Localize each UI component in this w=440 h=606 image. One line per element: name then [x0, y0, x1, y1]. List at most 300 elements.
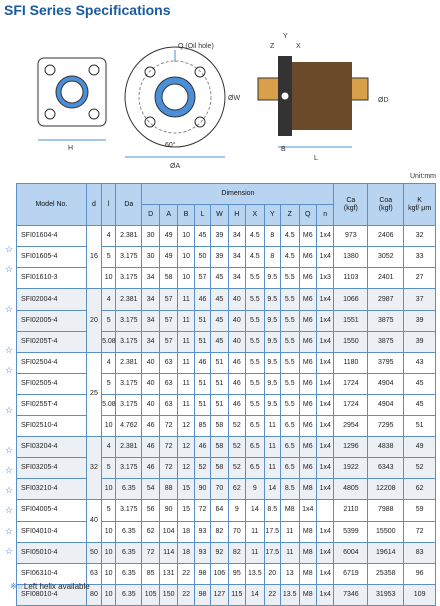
cell-k: 32 — [404, 226, 436, 247]
cell-k: 83 — [404, 542, 436, 563]
cell-coa: 3875 — [368, 331, 404, 352]
table-row — [17, 289, 436, 310]
cell-dim-y: 9.5 — [264, 394, 280, 415]
cell-ca: 6719 — [334, 563, 368, 584]
cell-dim-l: 51 — [194, 394, 210, 415]
header-coa: Coa (kgf) — [368, 184, 404, 226]
cell-dim-b: 11 — [178, 394, 194, 415]
cell-d: 25 — [86, 352, 101, 436]
cell-dim-z: 8.5 — [280, 479, 299, 500]
left-helix-star-icon: ☆ — [5, 404, 14, 415]
header-dim-y: Y — [264, 205, 280, 226]
cell-dim-x: 5.5 — [246, 331, 265, 352]
cell-k: 33 — [404, 247, 436, 268]
table-row — [17, 394, 436, 415]
cell-dim-n: 1x4 — [316, 373, 334, 394]
cell-dim-q: M6 — [299, 226, 316, 247]
cell-coa: 2987 — [368, 289, 404, 310]
cell-dim-z: 5.5 — [280, 373, 299, 394]
cell-dim-y: 17.5 — [264, 521, 280, 542]
cell-dim-w: 39 — [211, 226, 228, 247]
cell-dim-a: 57 — [159, 310, 178, 331]
cell-dim-h: 62 — [228, 479, 245, 500]
cell-ca: 5399 — [334, 521, 368, 542]
cell-dim-b: 12 — [178, 416, 194, 437]
cell-dim-b: 11 — [178, 289, 194, 310]
cell-dim-d: 30 — [142, 247, 159, 268]
cell-dim-h: 40 — [228, 331, 245, 352]
cell-l: 4 — [102, 226, 116, 247]
cell-dim-h: 40 — [228, 310, 245, 331]
cell-k: 49 — [404, 437, 436, 458]
header-row-1 — [17, 184, 436, 205]
cell-dim-l: 93 — [194, 542, 210, 563]
cell-dim-q: M8 — [299, 563, 316, 584]
cell-dim-x: 5.5 — [246, 289, 265, 310]
cell-ca: 1066 — [334, 289, 368, 310]
cell-k: 52 — [404, 458, 436, 479]
cell-dim-h: 46 — [228, 394, 245, 415]
cell-dim-x: 4.5 — [246, 226, 265, 247]
cell-dim-a: 58 — [159, 268, 178, 289]
header-ca: Ca (kgf) — [334, 184, 368, 226]
cell-dim-q: 1x4 — [299, 500, 316, 521]
cell-dim-h: 46 — [228, 352, 245, 373]
cell-dim-y: 9.5 — [264, 310, 280, 331]
cell-model: SFI0255T-4 — [17, 394, 87, 415]
cell-model: SFI04010-4 — [17, 521, 87, 542]
cell-dim-w: 92 — [211, 542, 228, 563]
cell-dim-z: 6.5 — [280, 437, 299, 458]
cell-dim-l: 85 — [194, 416, 210, 437]
cell-model: SFI01605-4 — [17, 247, 87, 268]
cell-model: SFI0205T-4 — [17, 331, 87, 352]
cell-dim-n: 1x4 — [316, 437, 334, 458]
footnote-symbols: ※☆ — [10, 582, 24, 591]
cell-dim-b: 11 — [178, 331, 194, 352]
cell-dim-x: 9 — [246, 479, 265, 500]
cell-dim-n: 1x4 — [316, 394, 334, 415]
cell-dim-b: 18 — [178, 521, 194, 542]
cell-dim-h: 52 — [228, 437, 245, 458]
cell-d: 16 — [86, 226, 101, 289]
cell-da: 2.381 — [116, 352, 142, 373]
cell-coa: 12208 — [368, 479, 404, 500]
cell-dim-y: 9.5 — [264, 373, 280, 394]
cell-dim-z: 13.5 — [280, 584, 299, 605]
cell-dim-a: 63 — [159, 352, 178, 373]
cell-k: 27 — [404, 268, 436, 289]
cell-dim-d: 30 — [142, 226, 159, 247]
cell-ca: 1724 — [334, 394, 368, 415]
cell-dim-q: M6 — [299, 416, 316, 437]
header-k: K kgf/ μm — [404, 184, 436, 226]
cell-k: 51 — [404, 416, 436, 437]
cell-dim-d: 46 — [142, 416, 159, 437]
table-row — [17, 500, 436, 521]
left-helix-star-icon: ☆ — [5, 304, 14, 315]
cell-l: 10 — [102, 479, 116, 500]
svg-text:L: L — [314, 155, 318, 162]
cell-dim-d: 54 — [142, 479, 159, 500]
cell-dim-n: 1x4 — [316, 563, 334, 584]
header-d: d — [86, 184, 101, 226]
cell-dim-a: 49 — [159, 226, 178, 247]
cell-da: 6.35 — [116, 479, 142, 500]
cell-d: 32 — [86, 437, 101, 500]
table-row — [17, 542, 436, 563]
header-dim-n: n — [316, 205, 334, 226]
cell-d: 80 — [86, 584, 101, 605]
cell-dim-l: 98 — [194, 584, 210, 605]
cell-l: 5 — [102, 310, 116, 331]
cell-dim-d: 40 — [142, 394, 159, 415]
cell-dim-a: 88 — [159, 479, 178, 500]
cell-dim-z: 4.5 — [280, 247, 299, 268]
left-helix-star-icon: ☆ — [5, 364, 14, 375]
cell-dim-w: 58 — [211, 437, 228, 458]
cell-model: SFI02510-4 — [17, 416, 87, 437]
cell-dim-l: 51 — [194, 331, 210, 352]
cell-coa: 3052 — [368, 247, 404, 268]
cell-k: 37 — [404, 289, 436, 310]
cell-model: SFI08010-4 — [17, 584, 87, 605]
cell-dim-z: 11 — [280, 542, 299, 563]
cell-l: 5 — [102, 458, 116, 479]
left-helix-star-icon: ☆ — [5, 465, 14, 476]
cell-d: 50 — [86, 542, 101, 563]
cell-dim-l: 46 — [194, 437, 210, 458]
cell-ca: 1551 — [334, 310, 368, 331]
header-dim-b: B — [178, 205, 194, 226]
cell-dim-h: 52 — [228, 416, 245, 437]
cell-dim-x: 11 — [246, 542, 265, 563]
cell-k: 39 — [404, 310, 436, 331]
cell-dim-h: 70 — [228, 521, 245, 542]
cell-dim-q: M6 — [299, 437, 316, 458]
cell-model: SFI05010-4 — [17, 542, 87, 563]
cell-coa: 2401 — [368, 268, 404, 289]
cell-dim-d: 40 — [142, 352, 159, 373]
cell-dim-y: 11 — [264, 416, 280, 437]
cell-dim-q: M6 — [299, 352, 316, 373]
cell-ca: 1922 — [334, 458, 368, 479]
svg-text:Y: Y — [283, 33, 288, 40]
cell-dim-n: 1x3 — [316, 268, 334, 289]
cell-dim-y: 8.5 — [264, 500, 280, 521]
cell-da: 6.35 — [116, 521, 142, 542]
cell-dim-z: 4.5 — [280, 226, 299, 247]
header-dim-l: L — [194, 205, 210, 226]
cell-dim-n: 1x4 — [316, 352, 334, 373]
cell-k: 96 — [404, 563, 436, 584]
cell-k: 45 — [404, 373, 436, 394]
cell-ca: 1103 — [334, 268, 368, 289]
cell-model: SFI06310-4 — [17, 563, 87, 584]
cell-dim-x: 5.5 — [246, 268, 265, 289]
cell-da: 2.381 — [116, 226, 142, 247]
cell-dim-a: 57 — [159, 331, 178, 352]
cell-dim-a: 49 — [159, 247, 178, 268]
page-title: SFI Series Specifications — [4, 2, 171, 18]
cell-dim-y: 11 — [264, 458, 280, 479]
cell-dim-y: 8 — [264, 247, 280, 268]
cell-da: 6.35 — [116, 563, 142, 584]
svg-text:B: B — [281, 146, 286, 153]
cell-k: 43 — [404, 352, 436, 373]
cell-dim-z: 5.5 — [280, 394, 299, 415]
cell-dim-h: 34 — [228, 268, 245, 289]
cell-dim-w: 58 — [211, 416, 228, 437]
table-row — [17, 373, 436, 394]
cell-dim-b: 15 — [178, 500, 194, 521]
cell-coa: 6343 — [368, 458, 404, 479]
cell-dim-d: 46 — [142, 458, 159, 479]
svg-text:Z: Z — [270, 43, 275, 50]
table-row — [17, 479, 436, 500]
cell-ca: 2110 — [334, 500, 368, 521]
cell-da: 3.175 — [116, 458, 142, 479]
svg-text:X: X — [296, 43, 301, 50]
cell-dim-y: 9.5 — [264, 331, 280, 352]
cell-dim-d: 40 — [142, 373, 159, 394]
cell-dim-h: 9 — [228, 500, 245, 521]
header-model: Model No. — [17, 184, 87, 226]
left-helix-star-icon: ☆ — [5, 344, 14, 355]
table-row — [17, 458, 436, 479]
cell-da: 6.35 — [116, 542, 142, 563]
cell-dim-h: 34 — [228, 226, 245, 247]
cell-d: 40 — [86, 500, 101, 542]
cell-dim-b: 11 — [178, 373, 194, 394]
cell-dim-d: 34 — [142, 289, 159, 310]
cell-dim-w: 51 — [211, 373, 228, 394]
svg-text:60°: 60° — [165, 142, 176, 149]
cell-l: 10 — [102, 521, 116, 542]
cell-dim-y: 8 — [264, 226, 280, 247]
cell-dim-a: 63 — [159, 373, 178, 394]
unit-label: Unit:mm — [409, 173, 436, 180]
cell-dim-a: 63 — [159, 394, 178, 415]
cell-da: 2.381 — [116, 289, 142, 310]
left-helix-star-icon: ☆ — [5, 445, 14, 456]
cell-dim-a: 57 — [159, 289, 178, 310]
cell-dim-z: 5.5 — [280, 331, 299, 352]
cell-dim-y: 14 — [264, 479, 280, 500]
cell-dim-n: 1x4 — [316, 247, 334, 268]
cell-dim-x: 11 — [246, 521, 265, 542]
cell-dim-w: 39 — [211, 247, 228, 268]
cell-dim-x: 5.5 — [246, 352, 265, 373]
cell-dim-x: 5.5 — [246, 394, 265, 415]
cell-da: 3.175 — [116, 310, 142, 331]
cell-dim-l: 51 — [194, 373, 210, 394]
cell-l: 5 — [102, 247, 116, 268]
cell-dim-l: 72 — [194, 500, 210, 521]
cell-coa: 4838 — [368, 437, 404, 458]
cell-dim-z: 5.5 — [280, 289, 299, 310]
cell-dim-n: 1x4 — [316, 584, 334, 605]
cell-dim-n: 1x4 — [316, 479, 334, 500]
cell-dim-w: 45 — [211, 289, 228, 310]
cell-ca: 973 — [334, 226, 368, 247]
cell-dim-n: 1x4 — [316, 310, 334, 331]
header-l: l — [102, 184, 116, 226]
square-flange-drawing — [38, 58, 106, 152]
specifications-table — [16, 183, 436, 606]
cell-dim-a: 104 — [159, 521, 178, 542]
cell-model: SFI03205-4 — [17, 458, 87, 479]
table-row — [17, 310, 436, 331]
header-dim-a: A — [159, 205, 178, 226]
cell-model: SFI03210-4 — [17, 479, 87, 500]
cell-dim-n: 1x4 — [316, 521, 334, 542]
svg-text:ØA: ØA — [170, 163, 181, 170]
table-row — [17, 521, 436, 542]
header-dim-w: W — [211, 205, 228, 226]
cell-dim-q: M8 — [299, 584, 316, 605]
cell-dim-n: 1x4 — [316, 289, 334, 310]
cell-dim-w: 45 — [211, 310, 228, 331]
cell-dim-l: 57 — [194, 268, 210, 289]
cell-dim-x: 6.5 — [246, 437, 265, 458]
cell-coa: 4904 — [368, 394, 404, 415]
cell-ca: 1296 — [334, 437, 368, 458]
cell-dim-l: 52 — [194, 458, 210, 479]
header-dim-z: Z — [280, 205, 299, 226]
cell-dim-y: 9.5 — [264, 352, 280, 373]
cell-dim-w: 51 — [211, 394, 228, 415]
cell-l: 5 — [102, 500, 116, 521]
cell-dim-w: 127 — [211, 584, 228, 605]
cell-dim-d: 34 — [142, 331, 159, 352]
cell-dim-w: 64 — [211, 500, 228, 521]
cell-dim-a: 72 — [159, 437, 178, 458]
cell-dim-h: 52 — [228, 458, 245, 479]
cell-dim-q: M8 — [299, 521, 316, 542]
table-row — [17, 226, 436, 247]
header-da: Da — [116, 184, 142, 226]
left-helix-star-icon: ☆ — [5, 244, 14, 255]
cell-dim-a: 72 — [159, 458, 178, 479]
cell-da: 3.175 — [116, 373, 142, 394]
cell-coa: 19614 — [368, 542, 404, 563]
cell-dim-z: 5.5 — [280, 310, 299, 331]
cell-k: 62 — [404, 479, 436, 500]
header-dim-q: Q — [299, 205, 316, 226]
cell-model: SFI02004-4 — [17, 289, 87, 310]
cell-dim-h: 46 — [228, 373, 245, 394]
round-flange-drawing — [125, 43, 240, 170]
cell-dim-z: M8 — [280, 500, 299, 521]
table-row — [17, 352, 436, 373]
cell-model: SFI02505-4 — [17, 373, 87, 394]
cell-model: SFI03204-4 — [17, 437, 87, 458]
header-dim-x: X — [246, 205, 265, 226]
cell-dim-h: 115 — [228, 584, 245, 605]
cell-dim-l: 46 — [194, 352, 210, 373]
cell-dim-d: 72 — [142, 542, 159, 563]
cell-model: SFI02005-4 — [17, 310, 87, 331]
cell-dim-l: 51 — [194, 310, 210, 331]
technical-drawings — [0, 22, 440, 172]
cell-model: SFI01610-3 — [17, 268, 87, 289]
cell-dim-q: M6 — [299, 458, 316, 479]
cell-dim-n: 1x4 — [316, 542, 334, 563]
cell-dim-h: 34 — [228, 247, 245, 268]
header-dim-d: D — [142, 205, 159, 226]
cell-dim-w: 45 — [211, 331, 228, 352]
cell-l: 10 — [102, 584, 116, 605]
cell-dim-b: 11 — [178, 310, 194, 331]
cell-ca: 1550 — [334, 331, 368, 352]
cell-dim-a: 114 — [159, 542, 178, 563]
left-helix-star-icon: ☆ — [5, 545, 14, 556]
cell-da: 4.762 — [116, 416, 142, 437]
footnote — [10, 582, 90, 591]
cell-dim-q: M6 — [299, 247, 316, 268]
header-dimension: Dimension — [142, 184, 334, 205]
cell-k: 59 — [404, 500, 436, 521]
cell-dim-n — [316, 500, 334, 521]
cell-l: 10 — [102, 416, 116, 437]
cell-dim-z: 5.5 — [280, 352, 299, 373]
cell-ca: 4805 — [334, 479, 368, 500]
cell-dim-b: 15 — [178, 479, 194, 500]
cell-da: 3.175 — [116, 331, 142, 352]
cell-dim-q: M6 — [299, 289, 316, 310]
cell-dim-w: 58 — [211, 458, 228, 479]
cell-dim-n: 1x4 — [316, 331, 334, 352]
cell-dim-h: 95 — [228, 563, 245, 584]
cell-model: SFI04005-4 — [17, 500, 87, 521]
cell-dim-a: 72 — [159, 416, 178, 437]
cell-dim-x: 5.5 — [246, 310, 265, 331]
cell-l: 10 — [102, 563, 116, 584]
cell-coa: 15500 — [368, 521, 404, 542]
cell-dim-b: 22 — [178, 584, 194, 605]
cell-ca: 2954 — [334, 416, 368, 437]
cell-da: 3.175 — [116, 247, 142, 268]
cell-dim-h: 40 — [228, 289, 245, 310]
cell-coa: 3795 — [368, 352, 404, 373]
cell-l: 5 — [102, 373, 116, 394]
cell-coa: 31953 — [368, 584, 404, 605]
cell-da: 3.175 — [116, 394, 142, 415]
cell-dim-b: 18 — [178, 542, 194, 563]
cell-l: 4 — [102, 437, 116, 458]
cell-dim-y: 9.5 — [264, 289, 280, 310]
cell-dim-l: 93 — [194, 521, 210, 542]
cell-dim-q: M6 — [299, 394, 316, 415]
cell-dim-n: 1x4 — [316, 458, 334, 479]
cell-coa: 3875 — [368, 310, 404, 331]
cell-l: 4 — [102, 352, 116, 373]
cell-ca: 6004 — [334, 542, 368, 563]
svg-text:H: H — [68, 145, 74, 152]
footnote-text: Left helix available — [23, 582, 90, 591]
cell-dim-d: 56 — [142, 500, 159, 521]
cell-dim-n: 1x4 — [316, 226, 334, 247]
cell-dim-l: 90 — [194, 479, 210, 500]
cell-da: 3.175 — [116, 500, 142, 521]
side-view-drawing — [258, 33, 389, 162]
left-helix-star-icon: ☆ — [5, 485, 14, 496]
table-row — [17, 247, 436, 268]
cell-dim-q: M6 — [299, 268, 316, 289]
cell-dim-y: 17.5 — [264, 542, 280, 563]
svg-text:Q (Oil hole): Q (Oil hole) — [178, 43, 214, 50]
